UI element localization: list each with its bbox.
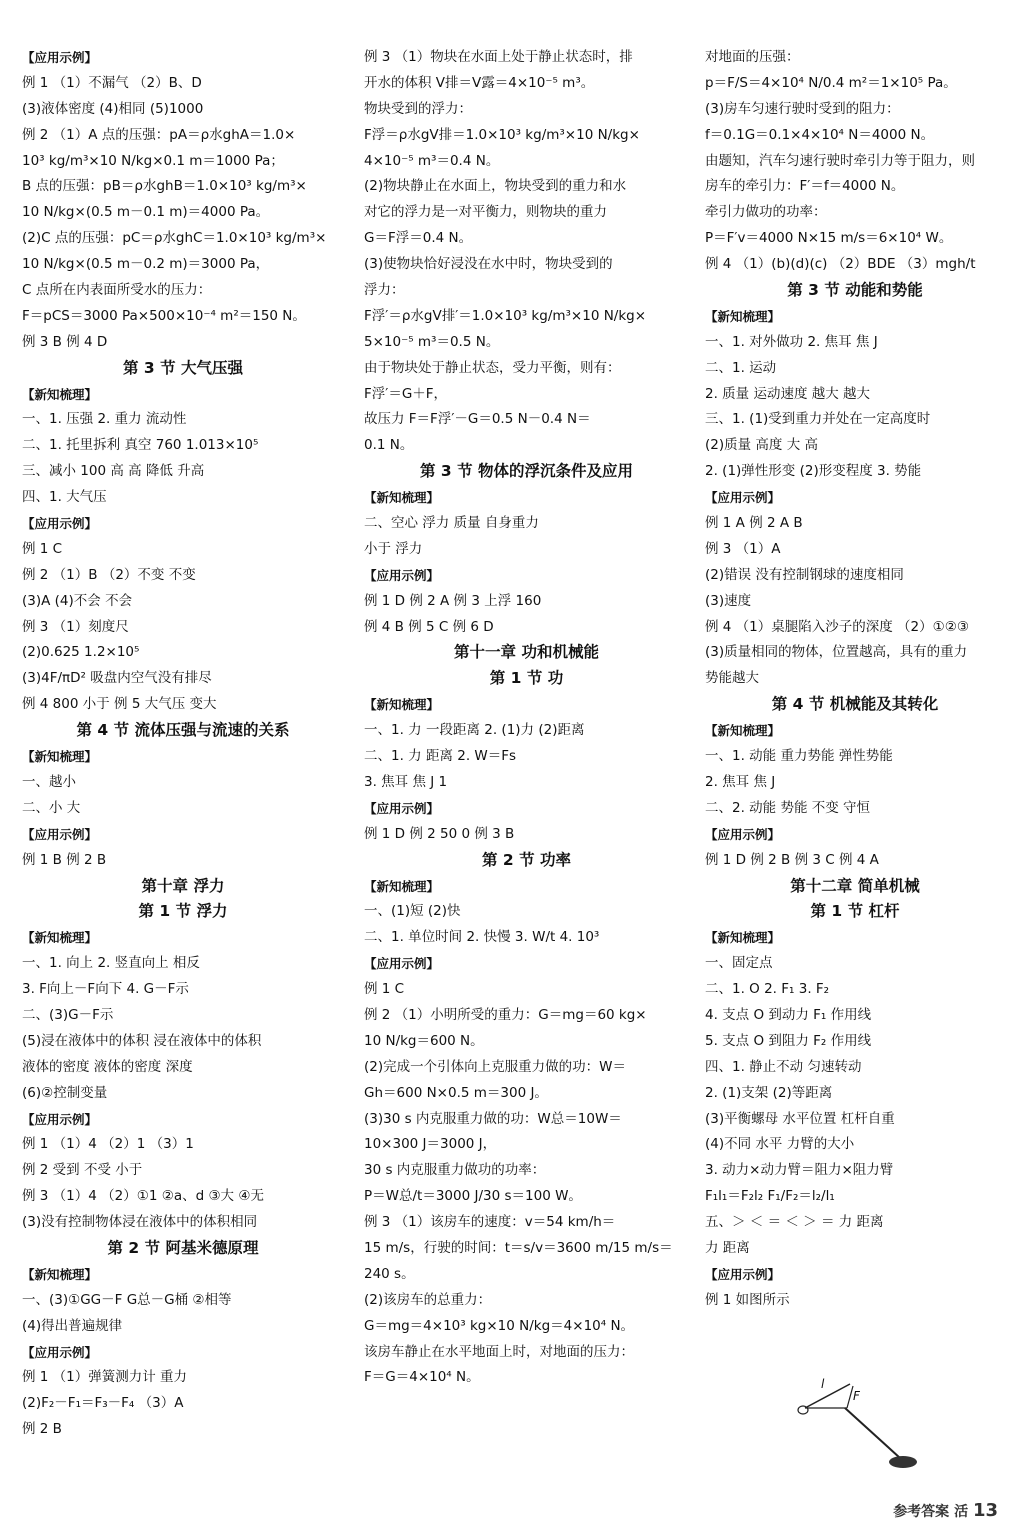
answer-line: 例 3 B 例 4 D bbox=[22, 333, 108, 350]
answer-line: P＝W总/t＝3000 J/30 s＝100 W。 bbox=[364, 1188, 582, 1205]
answer-line: 2. (1)支架 (2)等距离 bbox=[705, 1084, 833, 1101]
section-heading: 第 3 节 动能和势能 bbox=[787, 281, 923, 300]
answer-line: 例 1 D 例 2 50 0 例 3 B bbox=[364, 825, 515, 842]
answer-line: Gh＝600 N×0.5 m＝300 J。 bbox=[364, 1084, 548, 1101]
answer-line: 例 2 B bbox=[22, 1421, 62, 1438]
answer-line: (4)不同 水平 力臂的大小 bbox=[705, 1136, 855, 1153]
section-tag: 【应用示例】 bbox=[705, 1266, 781, 1282]
section-heading: 第十二章 简单机械 bbox=[790, 876, 920, 895]
answer-line: 二、1. 单位时间 2. 快慢 3. W/t 4. 10³ bbox=[364, 929, 600, 946]
answer-line: 例 2 （1）A 点的压强：pA＝ρ水ghA＝1.0× bbox=[22, 126, 296, 143]
answer-line: 例 3 （1）A bbox=[705, 540, 781, 557]
section-tag: 【新知梳理】 bbox=[364, 697, 440, 713]
answer-line: 由于物块处于静止状态，受力平衡，则有： bbox=[364, 359, 621, 376]
answer-line: 3. 动力×动力臂＝阻力×阻力臂 bbox=[705, 1162, 894, 1179]
answer-line: 5×10⁻⁵ m³＝0.5 N。 bbox=[364, 333, 500, 350]
section-heading: 第十一章 功和机械能 bbox=[454, 643, 599, 662]
answer-line: 浮力： bbox=[364, 282, 405, 299]
answer-line: 液体的密度 液体的密度 深度 bbox=[22, 1058, 193, 1075]
answer-line: 故压力 F＝F浮′－G＝0.5 N－0.4 N＝ bbox=[364, 411, 591, 428]
answer-line: 2. 质量 运动速度 越大 越大 bbox=[705, 385, 871, 402]
answer-line: 例 3 （1）物块在水面上处于静止状态时，排 bbox=[364, 49, 633, 65]
section-tag: 【应用示例】 bbox=[22, 50, 98, 65]
section-heading: 第 2 节 功率 bbox=[482, 850, 571, 869]
section-heading: 第 4 节 流体压强与流速的关系 bbox=[76, 721, 290, 740]
answer-line: 30 s 内克服重力做功的功率： bbox=[364, 1162, 546, 1179]
section-tag: 【应用示例】 bbox=[22, 1344, 98, 1360]
section-heading: 第 4 节 机械能及其转化 bbox=[771, 695, 939, 714]
answer-line: 二、空心 浮力 质量 自身重力 bbox=[364, 515, 539, 532]
answer-line: F₁l₁＝F₂l₂ F₁/F₂＝l₂/l₁ bbox=[705, 1188, 835, 1205]
column-right bbox=[705, 45, 1005, 1314]
answer-line: F浮′＝ρ水gV排′＝1.0×10³ kg/m³×10 N/kg× bbox=[364, 307, 647, 324]
answer-line: F＝G＝4×10⁴ N。 bbox=[364, 1369, 480, 1386]
answer-line: 一、1. 力 一段距离 2. (1)力 (2)距离 bbox=[364, 722, 585, 739]
answer-line: (3)液体密度 (4)相同 (5)1000 bbox=[22, 100, 204, 117]
section-heading: 第 1 节 浮力 bbox=[138, 902, 228, 921]
answer-line: C 点所在内表面所受水的压力： bbox=[22, 282, 212, 299]
answer-line: 由题知，汽车匀速行驶时牵引力等于阻力，则 bbox=[705, 152, 975, 169]
answer-line: (2)该房车的总重力： bbox=[364, 1291, 492, 1308]
answer-line: P＝F′v＝4000 N×15 m/s＝6×10⁴ W。 bbox=[705, 230, 953, 247]
answer-line: 房车的牵引力：F′＝f＝4000 N。 bbox=[705, 178, 905, 195]
answer-line: (2)错误 没有控制钢球的速度相同 bbox=[705, 566, 904, 583]
section-tag: 【新知梳理】 bbox=[22, 930, 98, 946]
section-tag: 【新知梳理】 bbox=[705, 308, 781, 324]
lever-label-l: l bbox=[821, 1377, 825, 1391]
answer-line: 小于 浮力 bbox=[364, 540, 423, 557]
answer-line: G＝mg＝4×10³ kg×10 N/kg＝4×10⁴ N。 bbox=[364, 1317, 635, 1334]
section-tag: 【新知梳理】 bbox=[705, 930, 781, 946]
section-tag: 【应用示例】 bbox=[705, 490, 781, 506]
answer-line: (3)使物块恰好浸没在水中时，物块受到的 bbox=[364, 256, 613, 273]
answer-line: 10³ kg/m³×10 N/kg×0.1 m＝1000 Pa； bbox=[22, 152, 284, 169]
answer-line: 3. 焦耳 焦 J 1 bbox=[364, 773, 448, 790]
answer-line: 例 1 如图所示 bbox=[705, 1291, 790, 1308]
section-tag: 【新知梳理】 bbox=[22, 749, 98, 765]
answer-line: f＝0.1G＝0.1×4×10⁴ N＝4000 N。 bbox=[705, 126, 935, 143]
answer-line: (2)质量 高度 大 高 bbox=[705, 437, 818, 454]
answer-line: 牵引力做功的功率： bbox=[705, 204, 827, 221]
answer-line: (3)4F/πD² 吸盘内空气没有排尽 bbox=[22, 670, 212, 687]
answer-line: 二、小 大 bbox=[22, 799, 81, 816]
answer-line: G＝F浮＝0.4 N。 bbox=[364, 230, 473, 247]
section-tag: 【应用示例】 bbox=[364, 956, 440, 972]
answer-line: 三、减小 100 高 高 降低 升高 bbox=[22, 463, 205, 480]
answer-line: 例 1 B 例 2 B bbox=[22, 851, 107, 868]
answer-line: 物块受到的浮力： bbox=[364, 100, 472, 117]
answer-line: 例 4 （1）桌腿陷入沙子的深度 （2）①②③ bbox=[705, 618, 969, 635]
answer-line: (4)得出普遍规律 bbox=[22, 1317, 123, 1334]
answer-line: 力 距离 bbox=[705, 1239, 750, 1256]
answer-line: (6)②控制变量 bbox=[22, 1084, 108, 1101]
answer-line: 一、越小 bbox=[22, 773, 76, 790]
section-heading: 第 1 节 功 bbox=[489, 669, 564, 688]
answer-line: 四、1. 静止不动 匀速转动 bbox=[705, 1058, 862, 1075]
answer-line: F浮′＝G＋F， bbox=[364, 385, 448, 402]
answer-line: 一、1. 向上 2. 竖直向上 相反 bbox=[22, 955, 200, 972]
answer-line: 二、1. 力 距离 2. W＝Fs bbox=[364, 748, 517, 765]
section-tag: 【应用示例】 bbox=[364, 800, 440, 816]
section-tag: 【应用示例】 bbox=[22, 1111, 98, 1127]
answer-line: 一、(1)短 (2)快 bbox=[364, 903, 461, 920]
section-tag: 【应用示例】 bbox=[364, 567, 440, 583]
page-number: 13 bbox=[972, 1500, 998, 1522]
answer-line: 2. (1)弹性形变 (2)形变程度 3. 势能 bbox=[705, 463, 922, 480]
answer-line: (3)房车匀速行驶时受到的阻力： bbox=[705, 100, 900, 117]
answer-line: (3)A (4)不会 不会 bbox=[22, 592, 133, 609]
answer-line: 例 2 （1）小明所受的重力：G＝mg＝60 kg× bbox=[364, 1006, 647, 1023]
answer-line: (5)浸在液体中的体积 浸在液体中的体积 bbox=[22, 1032, 262, 1049]
section-tag: 【新知梳理】 bbox=[22, 386, 98, 402]
answer-line: 对地面的压强： bbox=[705, 49, 800, 65]
answer-line: 二、(3)G－F示 bbox=[22, 1006, 114, 1023]
lever-label-f: F bbox=[853, 1389, 860, 1403]
answer-line: 例 1 （1）不漏气 （2）B、D bbox=[22, 74, 202, 91]
answer-line: 开水的体积 V排＝V露＝4×10⁻⁵ m³。 bbox=[364, 74, 595, 91]
answer-line: (3)质量相同的物体，位置越高，具有的重力 bbox=[705, 644, 968, 661]
section-tag: 【新知梳理】 bbox=[22, 1266, 98, 1282]
answer-line: F＝pCS＝3000 Pa×500×10⁻⁴ m²＝150 N。 bbox=[22, 307, 306, 324]
answer-line: 四、1. 大气压 bbox=[22, 489, 107, 506]
answer-line: 10×300 J＝3000 J， bbox=[364, 1136, 497, 1153]
answer-line: 例 4 （1）(b)(d)(c) （2）BDE （3）mgh/t bbox=[705, 256, 976, 273]
answer-line: 例 2 （1）B （2）不变 不变 bbox=[22, 566, 196, 583]
answer-line: (3)没有控制物体浸在液体中的体积相同 bbox=[22, 1214, 258, 1231]
section-heading: 第 1 节 杠杆 bbox=[810, 902, 900, 921]
answer-line: 2. 焦耳 焦 J bbox=[705, 773, 776, 790]
page-footer bbox=[893, 1498, 998, 1526]
answer-line: 10 N/kg×(0.5 m－0.2 m)＝3000 Pa， bbox=[22, 256, 270, 273]
answer-line: (3)30 s 内克服重力做的功：W总＝10W＝ bbox=[364, 1110, 622, 1127]
section-heading: 第 3 节 大气压强 bbox=[123, 358, 243, 377]
answer-line: 一、(3)①GG－F G总－G桶 ②相等 bbox=[22, 1291, 232, 1308]
answer-line: 5. 支点 O 到阻力 F₂ 作用线 bbox=[705, 1032, 872, 1049]
answer-line: (2)完成一个引体向上克服重力做的功：W＝ bbox=[364, 1058, 626, 1075]
answer-line: 该房车静止在水平地面上时，对地面的压力： bbox=[364, 1343, 634, 1360]
section-tag: 【应用示例】 bbox=[705, 826, 781, 842]
answer-line: 对它的浮力是一对平衡力，则物块的重力 bbox=[364, 204, 607, 221]
column-middle bbox=[364, 45, 689, 1391]
answer-line: 10 N/kg＝600 N。 bbox=[364, 1032, 484, 1049]
answer-line: 二、1. 运动 bbox=[705, 359, 777, 376]
answer-line: 例 3 （1）刻度尺 bbox=[22, 618, 129, 635]
section-tag: 【新知梳理】 bbox=[705, 723, 781, 739]
answer-line: 一、固定点 bbox=[705, 955, 773, 972]
answer-line: 例 1 C bbox=[364, 981, 405, 998]
section-heading: 第 2 节 阿基米德原理 bbox=[107, 1238, 259, 1257]
answer-line: B 点的压强：pB＝ρ水ghB＝1.0×10³ kg/m³× bbox=[22, 178, 307, 195]
answer-line: 4. 支点 O 到动力 F₁ 作用线 bbox=[705, 1006, 872, 1023]
answer-line: 五、＞ ＜ ＝ ＜ ＞ ＝ 力 距离 bbox=[705, 1214, 884, 1231]
answer-line: 10 N/kg×(0.5 m－0.1 m)＝4000 Pa。 bbox=[22, 204, 270, 221]
answer-line: 例 1 A 例 2 A B bbox=[705, 515, 803, 532]
answer-line: (2)F₂－F₁＝F₃－F₄ （3）A bbox=[22, 1395, 184, 1412]
answer-line: 15 m/s，行驶的时间：t＝s/v＝3600 m/15 m/s＝ bbox=[364, 1239, 673, 1256]
answer-line: 例 3 （1）4 （2）①1 ②a、d ③大 ④无 bbox=[22, 1188, 264, 1205]
answer-line: 三、1. (1)受到重力并处在一定高度时 bbox=[705, 411, 931, 428]
section-tag: 【应用示例】 bbox=[22, 516, 98, 532]
section-tag: 【新知梳理】 bbox=[364, 490, 440, 506]
answer-line: 0.1 N。 bbox=[364, 437, 414, 454]
answer-line: (2)物块静止在水面上，物块受到的重力和水 bbox=[364, 178, 627, 195]
answer-line: 一、1. 对外做功 2. 焦耳 焦 J bbox=[705, 333, 878, 350]
answer-line: 一、1. 压强 2. 重力 流动性 bbox=[22, 411, 187, 428]
answer-line: F浮＝ρ水gV排＝1.0×10³ kg/m³×10 N/kg× bbox=[364, 126, 640, 143]
answer-line: 例 1 （1）弹簧测力计 重力 bbox=[22, 1369, 188, 1386]
answer-line: 例 2 受到 不受 小于 bbox=[22, 1162, 143, 1179]
answer-line: 例 1 C bbox=[22, 540, 63, 557]
answer-line: 例 1 （1）4 （2）1 （3）1 bbox=[22, 1136, 194, 1153]
answer-line: 一、1. 动能 重力势能 弹性势能 bbox=[705, 748, 893, 765]
section-heading: 第 3 节 物体的浮沉条件及应用 bbox=[420, 462, 633, 481]
answer-line: 4×10⁻⁵ m³＝0.4 N。 bbox=[364, 152, 500, 169]
answer-line: 240 s。 bbox=[364, 1265, 415, 1282]
answer-line: (3)平衡螺母 水平位置 杠杆自重 bbox=[705, 1110, 895, 1127]
answer-line: p＝F/S＝4×10⁴ N/0.4 m²＝1×10⁵ Pa。 bbox=[705, 74, 957, 91]
answer-line: 二、2. 动能 势能 不变 守恒 bbox=[705, 799, 871, 816]
answer-line: (2)0.625 1.2×10⁵ bbox=[22, 644, 140, 661]
footer-label: 参考答案 bbox=[893, 1504, 950, 1521]
footer-suffix: 活 bbox=[954, 1504, 969, 1521]
section-tag: 【应用示例】 bbox=[22, 826, 98, 842]
section-tag: 【新知梳理】 bbox=[364, 878, 440, 894]
column-left bbox=[22, 45, 344, 1443]
lever-figure bbox=[795, 1376, 920, 1476]
answer-line: (3)速度 bbox=[705, 592, 752, 609]
answer-line: 例 4 800 小于 例 5 大气压 变大 bbox=[22, 696, 217, 713]
section-heading: 第十章 浮力 bbox=[141, 876, 225, 895]
answer-line: 例 1 D 例 2 B 例 3 C 例 4 A bbox=[705, 851, 879, 868]
answer-line: 势能越大 bbox=[705, 670, 759, 687]
answer-line: 例 3 （1）该房车的速度：v＝54 km/h＝ bbox=[364, 1214, 616, 1231]
answer-line: (2)C 点的压强：pC＝ρ水ghC＝1.0×10³ kg/m³× bbox=[22, 230, 327, 247]
answer-line: 3. F向上－F向下 4. G－F示 bbox=[22, 981, 189, 998]
answer-line: 例 1 D 例 2 A 例 3 上浮 160 bbox=[364, 592, 542, 609]
answer-line: 二、1. O 2. F₁ 3. F₂ bbox=[705, 981, 830, 998]
answer-line: 例 4 B 例 5 C 例 6 D bbox=[364, 618, 494, 635]
answer-line: 二、1. 托里拆利 真空 760 1.013×10⁵ bbox=[22, 437, 259, 454]
